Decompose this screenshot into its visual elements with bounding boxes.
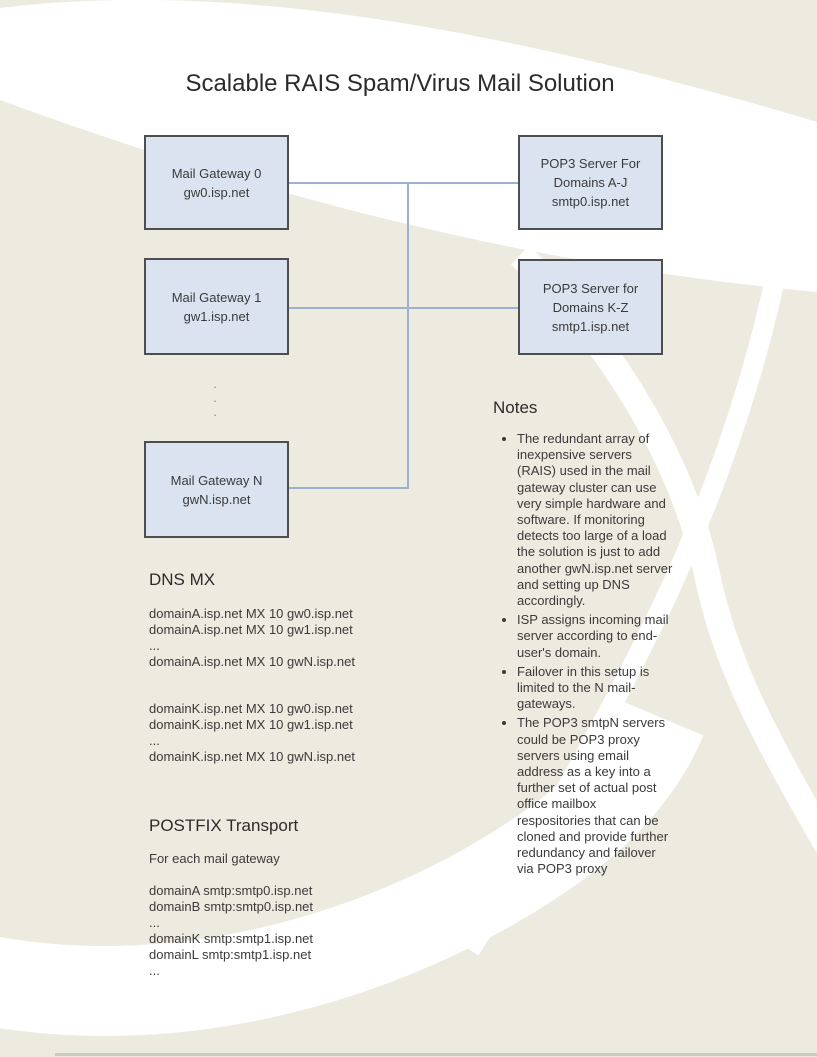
postfix-record: ... [149,963,160,978]
connector-vertical-bus [407,182,409,489]
mail-gateway-1-box [144,258,289,355]
pop3-server-aj-host: smtp0.isp.net [551,194,630,209]
mail-gateway-0-label: Mail Gateway 0 [171,165,262,181]
dns-record: domainK.isp.net MX 10 gwN.isp.net [149,749,355,764]
postfix-record-list [149,883,313,979]
notes-bullet: • The POP3 smtpN servers could be POP3 proxy servers using email address as a key into a further set of actual post office mailbox respositories that can be cloned and provide further redundancy and failover via POP3 proxy [517,715,673,877]
dns-record: domainA.isp.net MX 10 gw0.isp.net [149,606,353,621]
dns-record: ... [149,638,160,653]
dns-record: domainA.isp.net MX 10 gw1.isp.net [149,622,353,637]
page-title: Scalable RAIS Spam/Virus Mail Solution [185,70,615,97]
notes-heading: Notes [493,398,538,417]
dns-record-group-a [149,606,355,670]
dns-record: ... [149,733,160,748]
dns-record: domainK.isp.net MX 10 gw0.isp.net [149,701,353,716]
mail-gateway-n-host: gwN.isp.net [182,491,251,507]
postfix-record: domainA smtp:smtp0.isp.net [149,883,313,898]
postfix-record: ... [149,915,160,930]
connector-gateway0-pop3 [289,182,518,184]
pop3-server-kz-host: smtp1.isp.net [551,318,630,334]
dns-record-group-k [149,701,355,765]
mail-gateway-1-label: Mail Gateway 1 [171,289,262,305]
pop3-server-aj-line1: POP3 Server For [540,156,641,171]
ellipsis-dot: . [213,376,217,391]
postfix-record: domainB smtp:smtp0.isp.net [149,899,314,914]
dns-record: domainA.isp.net MX 10 gwN.isp.net [149,654,355,669]
mail-gateway-1-host: gw1.isp.net [183,308,250,324]
ellipsis-dot: . [213,390,217,405]
postfix-record: domainK smtp:smtp1.isp.net [149,931,314,946]
notes-bullet: • The redundant array of inexpensive servers (RAIS) used in the mail gateway cluster can use very simple hardware and software. If monitoring detects too large of a load the solution is just to add another gwN.isp.net server and setting up DNS accordingly. [517,431,673,609]
gateway-ellipsis [209,377,221,419]
notes-list [492,431,676,880]
notes-bullet: • Failover in this setup is limited to the N mail-gateways. [517,664,673,713]
connector-gatewayN-bus [289,487,409,489]
pop3-server-kz-line1: POP3 Server for [542,280,639,296]
pop3-server-aj-line2: Domains A-J [553,175,628,190]
postfix-record: domainL smtp:smtp1.isp.net [149,947,312,962]
pop3-server-kz-box [518,259,663,355]
mail-gateway-n-box [144,441,289,538]
bottom-edge-line [55,1053,817,1056]
postfix-heading: POSTFIX Transport [149,816,299,835]
notes-bullet: • ISP assigns incoming mail server according to end-user's domain. [517,612,673,661]
dns-record: domainK.isp.net MX 10 gw1.isp.net [149,717,353,732]
notes-bullet-list [492,431,673,877]
postfix-subheading: For each mail gateway [149,851,280,866]
mail-gateway-n-label: Mail Gateway N [170,472,263,488]
pop3-server-aj-box [518,135,663,230]
pop3-server-kz-line2: Domains K-Z [552,299,629,315]
dns-mx-heading: DNS MX [149,570,216,589]
ellipsis-dot: . [213,404,217,419]
mail-gateway-0-host: gw0.isp.net [183,184,250,200]
connector-gateway1-pop3 [289,307,518,309]
mail-gateway-0-box [144,135,289,230]
